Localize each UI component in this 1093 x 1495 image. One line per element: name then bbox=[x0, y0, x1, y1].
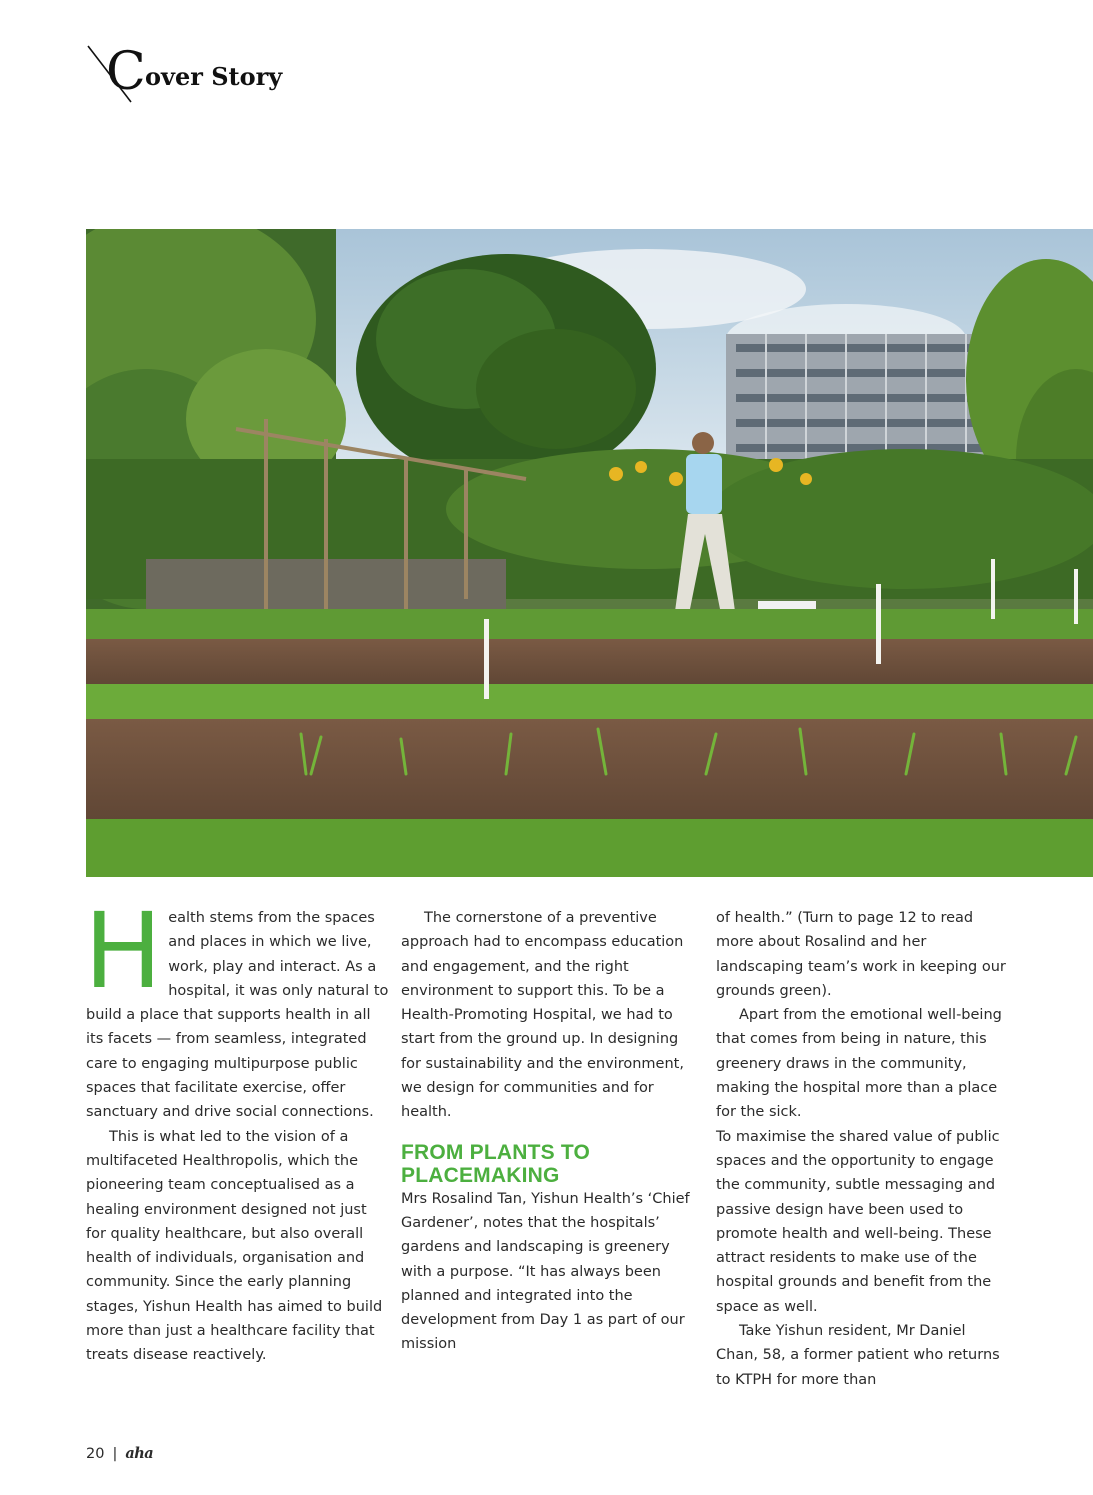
section-header bbox=[86, 42, 346, 106]
paragraph: Take Yishun resident, Mr Daniel Chan, 58, a former patient who returns to KTPH for more than bbox=[716, 1323, 1000, 1388]
paragraph: To maximise the shared value of public spaces and the opportunity to engage the community, subtle messaging and passive design have been used to promote health and well-being. These attract residents to make use of the hospital grounds and benefit from the space as well. bbox=[716, 1128, 1000, 1315]
paragraph: of health.” (Turn to page 12 to read more about Rosalind and her landscaping team’s work in keeping our grounds green). bbox=[716, 910, 1006, 999]
footer-separator: | bbox=[112, 1446, 118, 1462]
section-title: over Story bbox=[145, 62, 283, 91]
intro-text: ealth stems from the spaces and places in which we live, work, play and interact. As a hospital, it was only natural to build a place that supports health in all its facets — from seamless, integrated care to engaging multipurpose public spaces that facilitate exercise, offer sanctuary and drive social connections. bbox=[86, 910, 389, 1121]
paragraph: The cornerstone of a preventive approach had to encompass education and engagement, and the right environment to support this. To be a Health-Promoting Hospital, we had to start from the ground up. In designing for sustainability and the environment, we design for communities and for health. bbox=[401, 910, 684, 1121]
article-column-3 bbox=[716, 906, 1012, 1392]
garden-photo-illustration bbox=[86, 229, 1093, 877]
magazine-logo: aha bbox=[125, 1445, 154, 1462]
article-column-2 bbox=[401, 906, 697, 1357]
paragraph: Apart from the emotional well-being that comes from being in nature, this greenery draws in the community, making the hospital more than a place for the sick. bbox=[716, 1007, 1002, 1121]
paragraph-intro bbox=[84, 890, 391, 1125]
subheading bbox=[401, 1141, 697, 1187]
page-number: 20 bbox=[86, 1446, 105, 1462]
garden-photo bbox=[86, 229, 1093, 877]
subheading-line-2: PLACEMAKING bbox=[401, 1163, 560, 1187]
page-footer bbox=[86, 1442, 153, 1466]
subheading-line-1: FROM PLANTS TO bbox=[401, 1140, 591, 1164]
section-initial: C bbox=[106, 42, 146, 102]
paragraph: Mrs Rosalind Tan, Yishun Health’s ‘Chief Gardener’, notes that the hospitals’ gardens and landscaping is greenery with a purpose. “It has always been planned and integrated into the development from Day 1 as part of our mission bbox=[401, 1190, 690, 1353]
drop-cap: H bbox=[84, 890, 163, 1012]
article-column-1 bbox=[84, 890, 391, 1368]
paragraph: This is what led to the vision of a multifaceted Healthropolis, which the pioneering team conceptualised as a healing environment designed not just for quality healthcare, but also overall health of individuals, organisation and community. Since the early planning stages, Yishun Health has aimed to build more than just a healthcare facility that treats disease reactively. bbox=[86, 1128, 383, 1364]
